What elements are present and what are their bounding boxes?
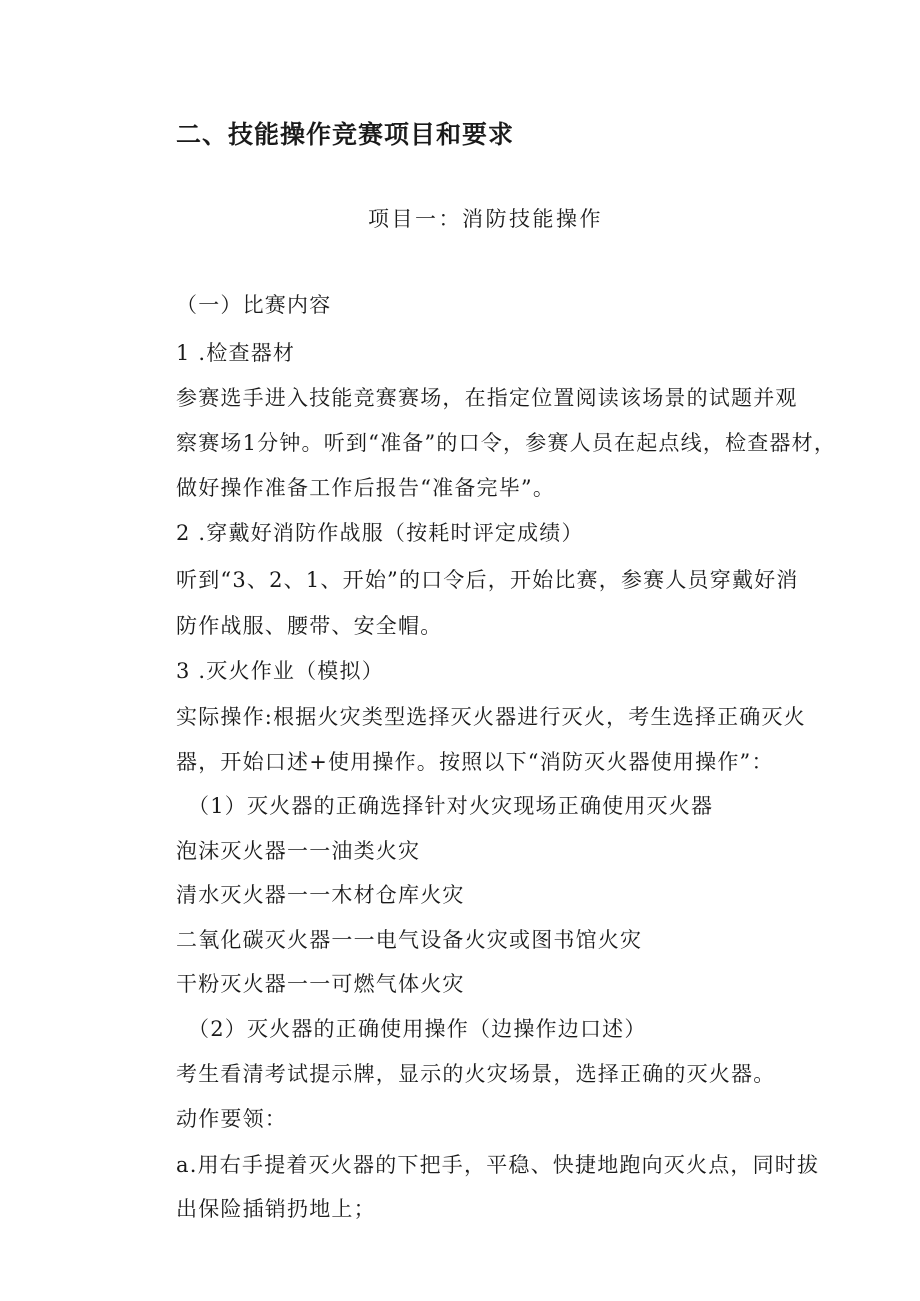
paragraph-line: a.用右手提着灭火器的下把手，平稳、快捷地跑向灭火点，同时拔 — [176, 1153, 820, 1177]
heading-competition-content: （一）比赛内容 — [176, 293, 332, 317]
paragraph-line: 实际操作:根据火灾类型选择灭火器进行灭火，考生选择正确灭火 — [176, 705, 806, 729]
project-title: 项目一：消防技能操作 — [368, 207, 603, 231]
item-1-heading: 1 .检查器材 — [176, 341, 296, 365]
paragraph-line: 考生看清考试提示牌，显示的火灾场景，选择正确的灭火器。 — [176, 1062, 776, 1086]
paragraph-line: 听到“3、2、1、开始”的口令后，开始比赛，参赛人员穿戴好消 — [176, 568, 799, 592]
subitem-2-heading: （2）灭火器的正确使用操作（边操作边口述） — [188, 1017, 647, 1041]
paragraph-line: 察赛场1分钟。听到“准备”的口令，参赛人员在起点线，检查器材， — [176, 431, 837, 455]
paragraph-line: 防作战服、腰带、安全帽。 — [176, 614, 443, 638]
paragraph-line: 出保险插销扔地上； — [176, 1197, 376, 1221]
section-title: 二、技能操作竞赛项目和要求 — [176, 120, 515, 149]
extinguisher-foam: 泡沫灭火器一一油类火灾 — [176, 839, 421, 863]
extinguisher-water: 清水灭火器一一木材仓库火灾 — [176, 883, 465, 907]
extinguisher-co2: 二氧化碳灭火器一一电气设备火灾或图书馆火灾 — [176, 928, 643, 952]
extinguisher-dry-powder: 干粉灭火器一一可燃气体火灾 — [176, 972, 465, 996]
subitem-1-heading: （1）灭火器的正确选择针对火灾现场正确使用灭火器 — [188, 794, 714, 818]
action-essentials-label: 动作要领： — [176, 1107, 287, 1131]
paragraph-line: 器，开始口述+使用操作。按照以下“消防灭火器使用操作”： — [176, 750, 774, 774]
item-3-heading: 3 .灭火作业（模拟） — [176, 659, 384, 683]
paragraph-line: 参赛选手进入技能竞赛赛场，在指定位置阅读该场景的试题并观 — [176, 386, 798, 410]
item-2-heading: 2 .穿戴好消防作战服（按耗时评定成绩） — [176, 521, 584, 545]
paragraph-line: 做好操作准备工作后报告“准备完毕”。 — [176, 476, 556, 500]
